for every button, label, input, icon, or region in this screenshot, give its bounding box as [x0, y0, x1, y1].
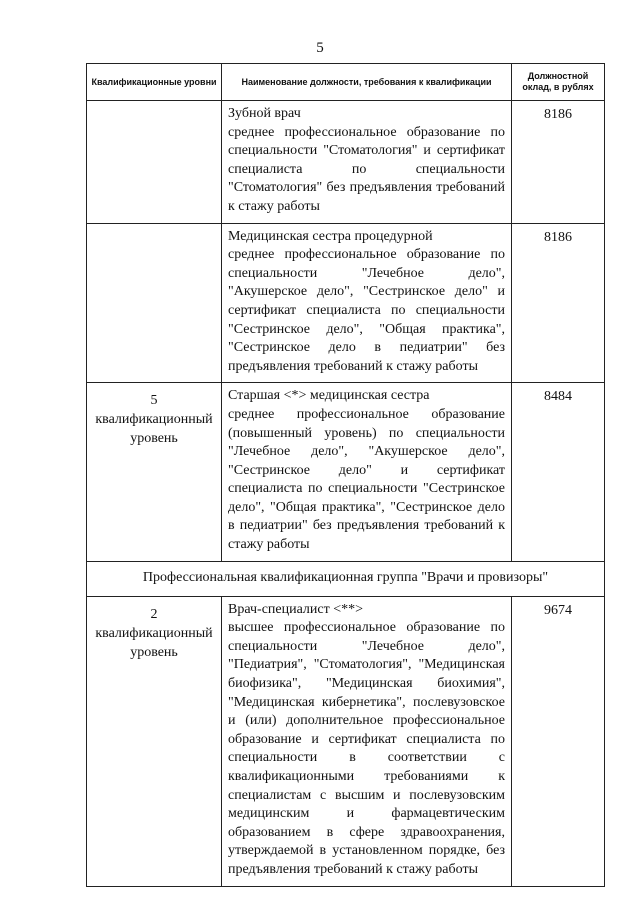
- header-salary: Должностной оклад, в рублях: [512, 64, 605, 101]
- qualification-table: [86, 63, 605, 887]
- qualification-level-cell: [87, 101, 222, 224]
- position-requirements: среднее профессиональное образование по специальности "Лечебное дело", "Акушерское дело", "Сестринское дело" и сертификат специалиста по специальности "Сестринское дело", "Общая практика", "Сестринское дело в педиатрии" без предъявления требований к стажу работы: [228, 247, 505, 374]
- header-position-requirements: Наименование должности, требования к квалификации: [222, 64, 512, 101]
- position-cell: [222, 223, 512, 383]
- group-title: Профессиональная квалификационная группа "Врачи и провизоры": [87, 561, 605, 596]
- position-requirements: высшее профессиональное образование по специальности "Лечебное дело", "Педиатрия", "Стоматология", "Медицинская биофизика", "Медицинская биохимия", "Медицинская кибернетика", послевузовское и (или) дополнительное профессиональное образование и сертификат специалиста по специальности в соответствии с квалификационными требованиями к специалистам с высшим и послевузовским медицинским и фармацевтическим образованием в сфере здравоохранения, утверждаемой в установленном порядке, без предъявления требований к стажу работы: [228, 620, 505, 877]
- qualification-level-cell: 2 квалификационный уровень: [87, 596, 222, 886]
- position-title: Врач-специалист <**>: [228, 601, 364, 617]
- table-row: [87, 223, 605, 383]
- position-cell: [222, 101, 512, 224]
- position-requirements: среднее профессиональное образование (повышенный уровень) по специальности "Лечебное дело", "Акушерское дело", "Сестринское дело" и сертификат специалиста по специальности "Сестринское дело", "Общая практика", "Сестринское дело в педиатрии" без предъявления требований к стажу работы: [228, 406, 505, 553]
- group-title-row: [87, 561, 605, 596]
- salary-cell: 8186: [512, 223, 605, 383]
- position-cell: [222, 596, 512, 886]
- salary-cell: 9674: [512, 596, 605, 886]
- position-title: Медицинская сестра процедурной: [228, 228, 433, 244]
- position-title: Зубной врач: [228, 106, 301, 121]
- table-header-row: [87, 64, 605, 101]
- qualification-level-cell: [87, 223, 222, 383]
- table-row: [87, 101, 605, 224]
- table-row: [87, 596, 605, 886]
- salary-cell: 8186: [512, 101, 605, 224]
- header-qualification-levels: Квалификационные уровни: [87, 64, 222, 101]
- position-requirements: среднее профессиональное образование по специальности "Стоматология" и сертификат специалиста по специальности "Стоматология" без предъявления требований к стажу работы: [228, 124, 505, 214]
- table-row: [87, 383, 605, 561]
- page-number: 5: [316, 40, 324, 56]
- position-cell: [222, 383, 512, 561]
- salary-cell: 8484: [512, 383, 605, 561]
- position-title: Старшая <*> медицинская сестра: [228, 388, 430, 404]
- qualification-level-cell: 5 квалификационный уровень: [87, 383, 222, 561]
